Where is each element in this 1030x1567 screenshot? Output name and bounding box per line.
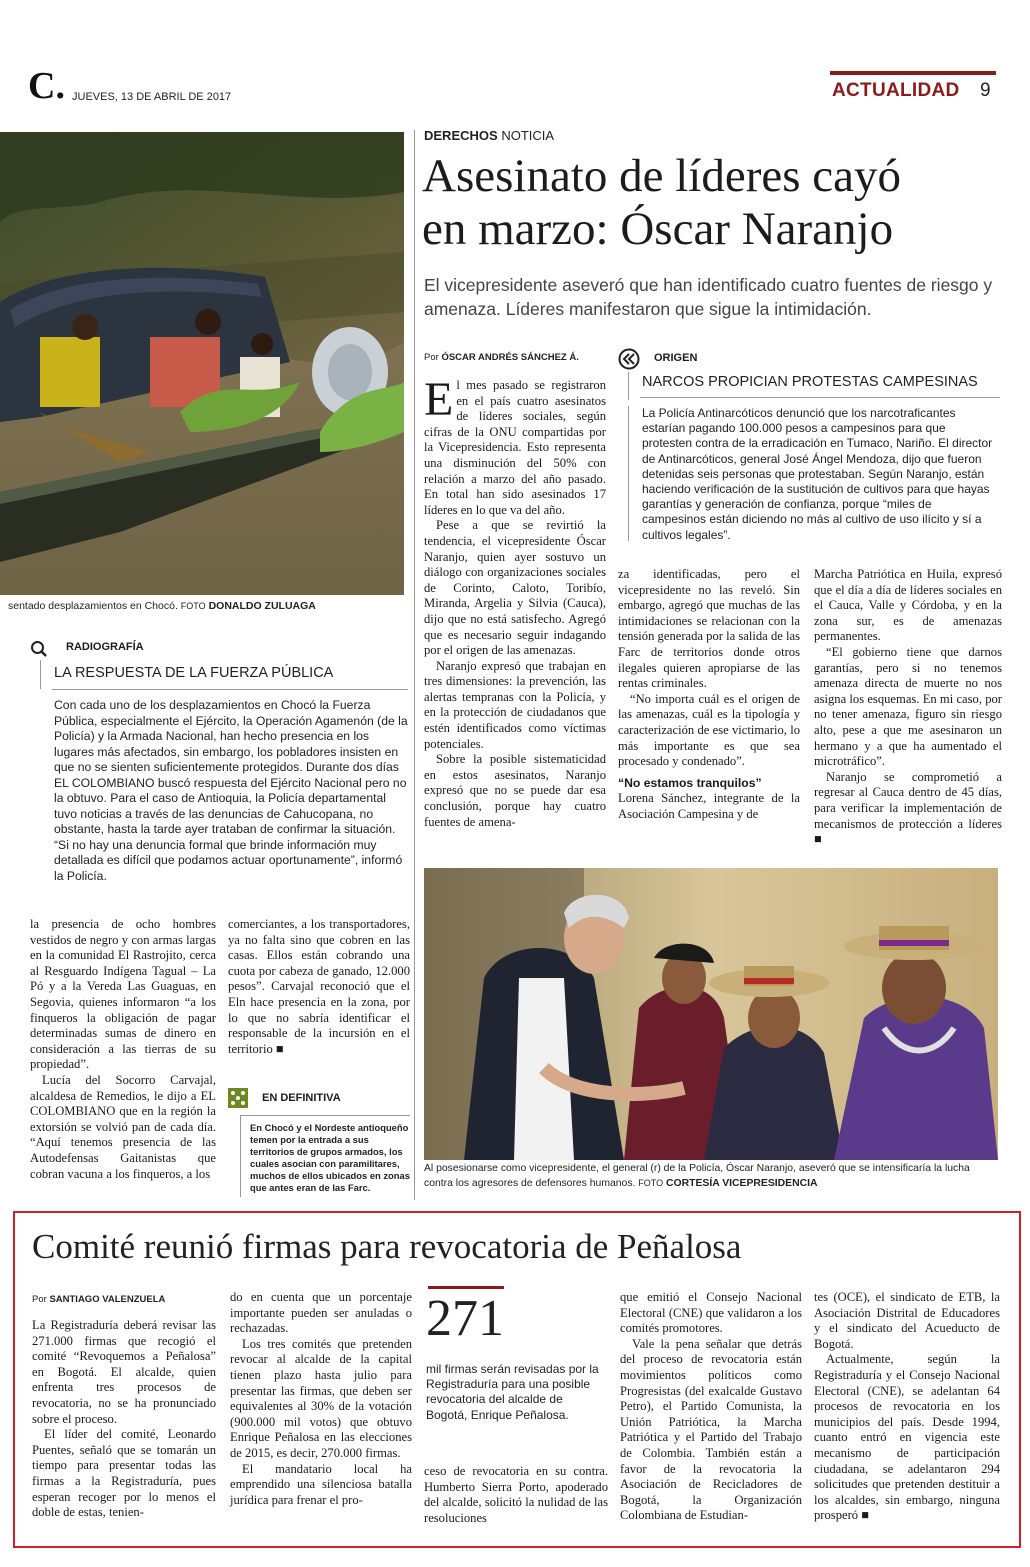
en-definitiva-divider bbox=[240, 1115, 241, 1197]
origen-divider bbox=[628, 372, 629, 400]
paragraph: comerciantes, a los transportadores, ya no falta sino que cobren en las casas. Ellos están cobrando una cuota por cabeza de ganado, 12.000 pesos”. Carvajal reconoció que el Eln hace presencia en la zona, por lo que no sabría identificar el responsable de la incursión en el territorio ■ bbox=[228, 917, 410, 1056]
paragraph: Actualmente, según la Registraduría y el Consejo Nacional Electoral (CNE), se adelantan 64 procesos de revocatoria en los municipios del país. Desde 1994, cuanto entró en vigencia este mecanismo de participación ciudadana, se adelantaron 294 solicitudes que pretenden destituir a los alcaldes, sin embargo, ninguna prosperó ■ bbox=[814, 1352, 1000, 1523]
boat-photo-caption bbox=[8, 600, 316, 612]
caption-text: sentado desplazamientos en Chocó. bbox=[8, 600, 178, 612]
radiografia-title: LA RESPUESTA DE LA FUERZA PÚBLICA bbox=[54, 665, 334, 681]
kicker-bold: DERECHOS bbox=[424, 128, 498, 143]
issue-date: JUEVES, 13 DE ABRIL DE 2017 bbox=[72, 91, 232, 103]
radiografia-body: Con cada uno de los desplazamientos en Chocó la Fuerza Pública, especialmente el Ejército, la Operación Agamenón (de la Policía) y la Armada Nacional, han hecho presencia en los lugares más afectados, sin embargo, los pobladores insisten en que no se sienten suficientemente protegidos. Durante dos días EL COLOMBIANO buscó respuesta del Ejército Nacional pero no la obtuvo. Para el caso de Antioquia, la Policía departamental tuvo noticias a través de las denuncias de Cahucopana, no obstante, hasta la tarde ayer trataban de confirmar la situación. “Si no hay una denuncia formal que brinde información muy detallada es difícil que podamos actuar oportunamente”, informó la Policía. bbox=[54, 698, 408, 883]
origen-rule bbox=[640, 397, 1000, 398]
radiografia-box bbox=[30, 636, 410, 894]
paragraph: Naranjo expresó que trabajan en tres dimensiones: la prevención, las alertas tempranas con la Policía, y en la protección de ciudadanos que estén identificados como víctimas potenciales. bbox=[424, 658, 606, 751]
paragraph: ceso de revocatoria en su contra. Humberto Sierra Porto, apoderado del alcalde, solicitó la nulidad de las resoluciones bbox=[424, 1464, 608, 1525]
boxed-col-4 bbox=[620, 1290, 802, 1524]
caption-text: Al posesionarse como vicepresidente, el general (r) de la Policía, Óscar Naranjo, aseveró que se intensificaría la lucha contra los agresores de defensores humanos. bbox=[424, 1163, 970, 1189]
boxed-headline: Comité reunió firmas para revocatoria de Peñalosa bbox=[32, 1227, 742, 1266]
byline-prefix: Por bbox=[32, 1294, 47, 1305]
article-byline bbox=[424, 352, 579, 363]
article-kicker bbox=[424, 128, 554, 143]
paragraph: Marcha Patriótica en Huila, expresó que el día a día de líderes sociales en el Cauca, Valle y Córdoba, y en la zona sur, es de amenazas permanentes. bbox=[814, 567, 1002, 644]
paragraph bbox=[424, 373, 606, 518]
boxed-col-5 bbox=[814, 1290, 1000, 1524]
paragraph: que emitió el Consejo Nacional Electoral (CNE) que validaron a los comités promotores. bbox=[620, 1290, 802, 1336]
paragraph: Los tres comités que pretenden revocar al alcalde de la capital tienen plazo hasta julio para presentar las firmas, que deben ser equivalentes al 30% de la votación (900.000 mil votos) que obtuvo Enrique Peñalosa en las elecciones de 2015, es decir, 270.000 firmas. bbox=[230, 1336, 412, 1460]
headline-line-2: en marzo: Óscar Naranjo bbox=[422, 203, 894, 255]
radiografia-label: RADIOGRAFÍA bbox=[66, 641, 144, 653]
vicepresident-photo bbox=[424, 868, 998, 1160]
boxed-col-2 bbox=[230, 1290, 412, 1508]
paragraph-text: l mes pasado se registraron en el país cuatro asesinatos de líderes sociales, según cifras de la ONU compartidas por la Vicepresidencia. Esto representa una disminución del 50% con relación a marzo del año pasado. En total han sido asesinados 17 líderes en lo que va del año. bbox=[424, 378, 606, 517]
section-title: ACTUALIDAD bbox=[832, 80, 960, 101]
headline-line-1: Asesinato de líderes cayó bbox=[422, 150, 901, 202]
boat-photo bbox=[0, 132, 404, 595]
article-col-1 bbox=[424, 373, 606, 830]
en-definitiva-rule bbox=[240, 1115, 410, 1116]
byline-name: ÓSCAR ANDRÉS SÁNCHEZ Á. bbox=[441, 352, 579, 363]
article-deck: El vicepresidente aseveró que han identificado cuatro fuentes de riesgo y amenaza. Líderes manifestaron que sigue la intimidación. bbox=[424, 275, 993, 319]
paragraph: Pese a que se revirtió la tendencia, el vicepresidente Óscar Naranjo, quien ayer sostuvo un diálogo con organizaciones sociales de Corinto, Caloto, Toribío, Miranda, Argelia y Silvia (Cauca), dijo que no está satisfecho. Agregó que es necesario seguir indagando por el origen de las amenazas. bbox=[424, 518, 606, 658]
vicepresident-photo-caption bbox=[424, 1162, 998, 1191]
page-number: 9 bbox=[980, 80, 991, 101]
en-definitiva-box bbox=[228, 1088, 410, 1198]
origen-box bbox=[618, 346, 1002, 546]
origen-body: La Policía Antinarcóticos denunció que los narcotraficantes estarían pagando 100.000 pesos a campesinos para que protesten contra de la erradicación en Tumaco, Nariño. El director de Antinarcóticos, general José Ángel Mendoza, dijo que fueron detenidas seis personas que protestaban. Según Naranjo, están haciendo verificación de la sustitución de cultivos para que hayas garantías y generación de confianza, porque “miles de campesinos están diciendo no más al cultivo de uso ilícito y sí a cultivos legales”. bbox=[642, 406, 993, 542]
stat-box bbox=[424, 1284, 608, 1434]
paragraph bbox=[30, 1073, 216, 1182]
paragraph: Sobre la posible sistematicidad en estos asesinatos, Naranjo expresó que no se puede dar esa conclusión, porque hay cuatro fuentes de amena- bbox=[424, 752, 606, 829]
paragraph: “No importa cuál es el origen de las amenazas, cuál es la tipología y caracterización de ese victimario, lo más importante es que sea procesado y condenado”. bbox=[618, 691, 800, 769]
paragraph: Naranjo se comprometió a regresar al Cauca dentro de 45 días, para verificar la implementación de mecanismos de protección a líderes ■ bbox=[814, 769, 1002, 847]
article-col-2 bbox=[618, 567, 800, 823]
origen-title: NARCOS PROPICIAN PROTESTAS CAMPESINAS bbox=[642, 374, 978, 390]
byline-name: SANTIAGO VALENZUELA bbox=[49, 1294, 166, 1305]
quote-source: Lucía del Socorro Carvajal, alcaldesa de Remedios, le dijo a EL COLOMBIANO que en la región la extorsión se volvió pan de cada día. “Aquí tenemos presencia de las Autodefensas Gaitanistas que cobran vacuna a los finqueros, a los bbox=[30, 1072, 216, 1181]
article-headline bbox=[422, 150, 901, 256]
paragraph: La Registraduría deberá revisar las 271.000 firmas que recogió el comité “Revoquemos a Peñalosa” en Bogotá. El alcalde, quien enfrenta tres procesos de revocatoria, no se ha pronunciado sobre el proceso. bbox=[32, 1318, 216, 1426]
credit-label: FOTO bbox=[180, 601, 206, 611]
kicker-light: NOTICIA bbox=[501, 128, 555, 143]
credit-name: CORTESÍA VICEPRESIDENCIA bbox=[666, 1178, 818, 1189]
en-definitiva-label: EN DEFINITIVA bbox=[262, 1092, 341, 1104]
paragraph: El mandatario local ha emprendido una silenciosa batalla jurídica para frenar el pro- bbox=[230, 1461, 412, 1507]
paragraph: Vale la pena señalar que detrás del proceso de revocatoria están movimientos políticos como Progresistas (del exalcalde Gustavo Petro), el Partido Comunista, la Unión Patriótica, la Marcha Patriótica y el Partido del Trabajo de Colombia. También están a favor de la revocatoria la Asociación de Recicladores de Bogotá, la Organización Colombiana de Estudian- bbox=[620, 1336, 802, 1523]
boxed-byline bbox=[32, 1294, 165, 1305]
stat-number: 271 bbox=[426, 1290, 504, 1347]
double-chevron-icon bbox=[618, 348, 640, 370]
section-accent-bar bbox=[830, 71, 996, 75]
boxed-col-1 bbox=[32, 1318, 216, 1521]
credit-name: DONALDO ZULUAGA bbox=[208, 600, 316, 612]
boat-photo-image bbox=[0, 132, 404, 595]
stat-text: mil firmas serán revisadas por la Registraduría para una posible revocatoria del alcalde de Bogotá, Enrique Peñalosa. bbox=[426, 1362, 599, 1422]
article-col-3 bbox=[814, 567, 1002, 848]
paragraph: tes (OCE), el sindicato de ETB, la Asociación Distrital de Educadores y el sindicato del Acueducto de Bogotá. bbox=[814, 1290, 1000, 1351]
origen-label: ORIGEN bbox=[654, 352, 698, 364]
drop-cap: E bbox=[424, 373, 454, 426]
dots-icon bbox=[228, 1088, 248, 1108]
origen-side-rule bbox=[628, 406, 629, 541]
subheading: “No estamos tranquilos” bbox=[618, 775, 762, 790]
byline-prefix: Por bbox=[424, 352, 439, 363]
newspaper-logo: C. bbox=[28, 65, 65, 107]
paragraph: do en cuenta que un porcentaje importante pueden ser anuladas o rechazadas. bbox=[230, 1290, 412, 1336]
en-definitiva-body: En Chocó y el Nordeste antioqueño temen por la entrada a sus territorios de grupos armados, los cuales asocian con paramilitares, muchos de ellos ubicados en zonas que antes eran de las Farc. bbox=[250, 1122, 410, 1193]
credit-label: FOTO bbox=[638, 1178, 664, 1188]
left-col-1 bbox=[30, 917, 216, 1182]
radiografia-rule bbox=[52, 689, 408, 690]
boxed-col-3 bbox=[424, 1464, 608, 1526]
stat-accent-bar bbox=[428, 1286, 504, 1289]
column-separator bbox=[414, 130, 415, 1200]
paragraph: “El gobierno tiene que darnos garantías, pero si no tenemos amenaza directa de muerte no nos asigna los esquemas. En mi caso, por no tener amenaza, figuro sin riesgo alto, pese a que me asesinaron un hermano y a que ha aumentado el microtráfico”. bbox=[814, 644, 1002, 769]
paragraph: za identificadas, pero el vicepresidente no las reveló. Sin embargo, agregó que muchas de las intimidaciones se relacionan con la tensión generada por la salida de las Farc de territorios donde otros ilegales quieren apropiarse de las rentas criminales. bbox=[618, 567, 800, 691]
paragraph: El líder del comité, Leonardo Puentes, señaló que se tomarán un tiempo para presentar todas las firmas a la Registraduría, pues esperan recoger por lo menos el doble de estas, tenien- bbox=[32, 1427, 216, 1520]
left-col-2 bbox=[228, 917, 410, 1057]
vicepresident-photo-image bbox=[424, 868, 998, 1160]
radiografia-divider bbox=[40, 660, 41, 689]
paragraph: la presencia de ocho hombres vestidos de negro y con armas largas en la comunidad El Rastrojito, cerca al Resguardo Indígena Tagual – La Pó y a la Vereda Las Guaguas, en Segovia, quienes informaron “a los finqueros la obligación de pagar determinadas sumas de dinero en consideración a las tierras de su propiedad”. bbox=[30, 917, 216, 1072]
search-icon bbox=[30, 640, 48, 658]
paragraph: Lorena Sánchez, integrante de la Asociación Campesina y de bbox=[618, 791, 800, 821]
